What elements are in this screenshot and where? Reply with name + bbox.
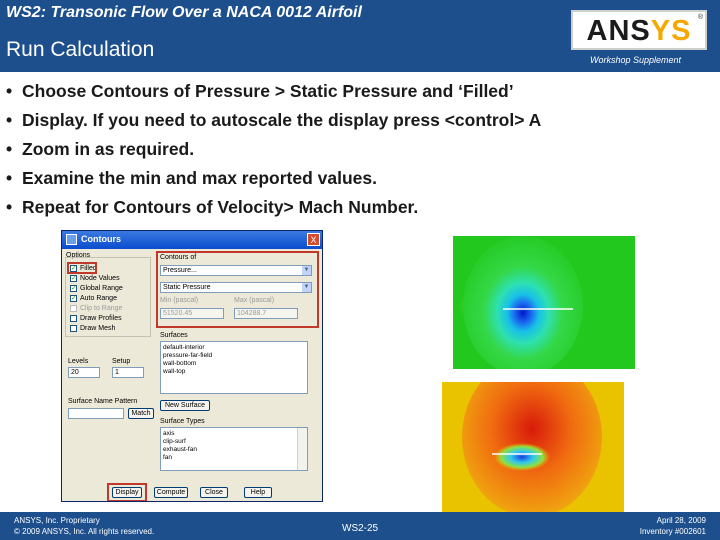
filled-highlight (67, 262, 97, 274)
logo-ans: ANS (586, 15, 651, 47)
instruction-item: • Zoom in as required. (6, 139, 195, 159)
scrollbar[interactable] (297, 428, 307, 470)
display-button[interactable]: Display (112, 487, 142, 498)
draw-profiles-label: Draw Profiles (80, 315, 122, 322)
pressure-contour-plot (453, 236, 635, 369)
surface-types-label: Surface Types (160, 418, 205, 425)
instruction-item: • Repeat for Contours of Velocity> Mach Number. (6, 197, 419, 217)
max-field[interactable]: 104288.7 (234, 308, 298, 319)
display-highlight (107, 483, 147, 502)
instruction-item: • Choose Contours of Pressure > Static Pressure and ‘Filled’ (6, 81, 514, 101)
draw-mesh-label: Draw Mesh (80, 325, 116, 332)
instruction-list (6, 80, 541, 225)
auto-range-checkbox[interactable]: ✓ (71, 295, 77, 302)
surface-name-pattern-input[interactable] (68, 408, 124, 419)
list-item[interactable]: default-interior (163, 344, 205, 351)
workshop-title: WS2: Transonic Flow Over a NACA 0012 Airfoil (6, 4, 362, 21)
surfaces-list[interactable] (160, 341, 308, 394)
list-item[interactable]: fan (163, 454, 173, 461)
list-item[interactable]: axis (163, 430, 175, 437)
list-item[interactable]: wall-bottom (163, 360, 197, 367)
node-values-checkbox[interactable]: ✓ (71, 275, 77, 282)
filled-label: Filled (80, 265, 97, 272)
global-range-label: Global Range (80, 285, 123, 292)
auto-range-label: Auto Range (80, 295, 117, 302)
draw-mesh-checkbox[interactable] (70, 325, 77, 332)
setup-spinner[interactable]: 1 (112, 367, 144, 378)
footer-copyright: © 2009 ANSYS, Inc. All rights reserved. (14, 527, 155, 536)
surface-types-list[interactable] (160, 427, 308, 471)
footer-date: April 28, 2009 (656, 516, 706, 525)
ansys-logo (571, 10, 707, 50)
min-label: Min (pascal) (160, 297, 199, 304)
window-icon (66, 234, 77, 245)
chevron-down-icon: ▼ (303, 267, 310, 273)
instruction-item: • Examine the min and max reported values. (6, 168, 377, 188)
footer-bar (0, 512, 720, 540)
contours-of-select[interactable]: Pressure... ▼ (160, 265, 312, 276)
footer-inventory: Inventory #002601 (639, 527, 706, 536)
slide-title: Run Calculation (6, 38, 155, 61)
draw-profiles-checkbox[interactable] (70, 315, 77, 322)
options-label: Options (66, 252, 91, 259)
contours-of-label: Contours of (160, 254, 197, 261)
header-bar (0, 0, 720, 72)
global-range-checkbox[interactable]: ✓ (71, 285, 77, 292)
workshop-supplement-label: Workshop Supplement (590, 55, 682, 65)
chevron-down-icon: ▼ (303, 284, 310, 290)
footer-slide-number: WS2-25 (342, 523, 379, 534)
levels-label: Levels (68, 358, 89, 365)
list-item[interactable]: pressure-far-field (163, 352, 213, 359)
list-item[interactable]: clip-surf (163, 438, 186, 445)
list-item[interactable]: wall-top (163, 368, 186, 375)
help-button[interactable]: Help (244, 487, 272, 498)
levels-spinner[interactable]: 20 (68, 367, 100, 378)
close-button[interactable]: Close (200, 487, 228, 498)
logo-registered-mark: ® (697, 14, 703, 21)
min-field[interactable]: 51520.45 (160, 308, 224, 319)
surfaces-label: Surfaces (160, 332, 188, 339)
filled-checkbox[interactable]: ✓ (71, 265, 77, 272)
list-item[interactable]: exhaust-fan (163, 446, 197, 453)
instruction-item: • Display. If you need to autoscale the display press <control> A (6, 110, 542, 130)
clip-to-range-label: Clip to Range (80, 305, 123, 312)
compute-button[interactable]: Compute (154, 487, 188, 498)
match-button[interactable]: Match (128, 408, 154, 419)
dialog-title: Contours (81, 234, 121, 244)
logo-ys: YS (650, 15, 692, 47)
new-surface-button[interactable]: New Surface (160, 400, 210, 411)
contours-dialog (61, 230, 323, 502)
close-icon[interactable]: X (307, 233, 320, 246)
contours-of-highlight (156, 251, 319, 328)
max-label: Max (pascal) (234, 297, 275, 304)
surface-name-pattern-label: Surface Name Pattern (68, 398, 138, 405)
mach-contour-plot (442, 382, 624, 518)
footer-proprietary: ANSYS, Inc. Proprietary (14, 516, 100, 525)
contours-of-subselect[interactable]: Static Pressure ▼ (160, 282, 312, 293)
setup-label: Setup (112, 358, 131, 365)
clip-to-range-checkbox[interactable] (70, 305, 77, 312)
node-values-label: Node Values (80, 275, 120, 282)
dialog-titlebar[interactable] (62, 231, 322, 249)
